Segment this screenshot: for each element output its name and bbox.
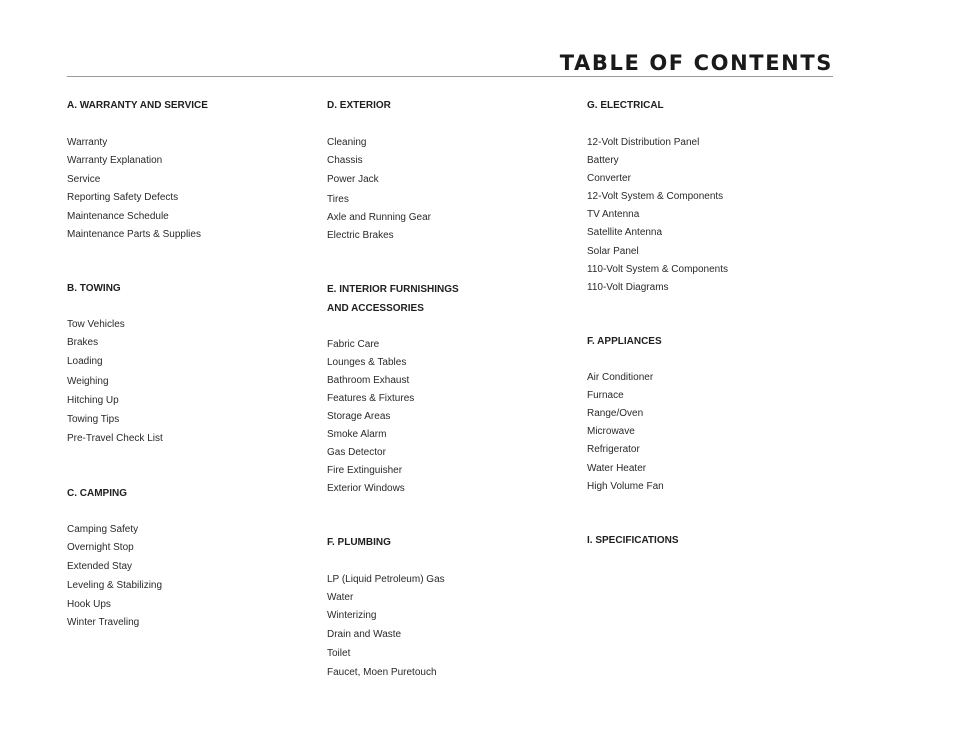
page-title: TABLE OF CONTENTS [559,51,833,75]
toc-item-chassis: Chassis [327,155,363,166]
toc-item-refrigerator: Refrigerator [587,444,640,455]
toc-item-warranty-explanation: Warranty Explanation [67,155,163,166]
toc-item-tv-antenna: TV Antenna [587,209,640,220]
toc-item-brakes: Brakes [67,337,99,348]
toc-item-microwave: Microwave [587,426,635,437]
toc-item-toilet: Toilet [327,648,351,659]
toc-item-storage-areas: Storage Areas [327,411,391,422]
toc-item-lounges-tables: Lounges & Tables [327,357,407,368]
toc-item-weighing: Weighing [67,376,109,387]
toc-item-reporting-safety-defects: Reporting Safety Defects [67,192,179,203]
toc-item-winter-traveling: Winter Traveling [67,617,140,628]
toc-item-satellite-antenna: Satellite Antenna [587,227,663,238]
toc-item-smoke-alarm: Smoke Alarm [327,429,387,440]
section-heading-continued: AND ACCESSORIES [327,303,424,314]
toc-item-gas-detector: Gas Detector [327,447,386,458]
toc-item-electric-brakes: Electric Brakes [327,230,394,241]
toc-item-extended-stay: Extended Stay [67,561,133,572]
toc-item-bathroom-exhaust: Bathroom Exhaust [327,375,410,386]
toc-item-hitching-up: Hitching Up [67,395,119,406]
toc-item-service: Service [67,174,101,185]
toc-item-exterior-windows: Exterior Windows [327,483,405,494]
section-heading: B. TOWING [67,283,121,294]
section-heading: I. SPECIFICATIONS [587,535,679,546]
toc-item-towing-tips: Towing Tips [67,414,120,425]
toc-item-axle-running-gear: Axle and Running Gear [327,212,431,223]
section-heading: F. APPLIANCES [587,336,662,347]
toc-item-maintenance-schedule: Maintenance Schedule [67,211,169,222]
toc-item-water-heater: Water Heater [587,463,647,474]
toc-item-overnight-stop: Overnight Stop [67,542,134,553]
toc-item-drain-waste: Drain and Waste [327,629,402,640]
toc-item-12v-distribution-panel: 12-Volt Distribution Panel [587,137,700,148]
toc-item-hook-ups: Hook Ups [67,599,111,610]
toc-item-air-conditioner: Air Conditioner [587,372,654,383]
toc-item-loading: Loading [67,356,103,367]
section-heading: A. WARRANTY AND SERVICE [67,100,208,111]
toc-item-cleaning: Cleaning [327,137,367,148]
toc-item-fabric-care: Fabric Care [327,339,380,350]
toc-item-camping-safety: Camping Safety [67,524,139,535]
toc-item-pre-travel-check-list: Pre-Travel Check List [67,433,163,444]
toc-item-solar-panel: Solar Panel [587,246,639,257]
section-heading: C. CAMPING [67,488,127,499]
toc-item-water: Water [327,592,354,603]
toc-item-maintenance-parts: Maintenance Parts & Supplies [67,229,201,240]
toc-item-battery: Battery [587,155,619,166]
toc-item-lp-gas: LP (Liquid Petroleum) Gas [327,574,445,585]
section-heading: D. EXTERIOR [327,100,391,111]
toc-item-fire-extinguisher: Fire Extinguisher [327,465,403,476]
section-heading: G. ELECTRICAL [587,100,664,111]
toc-item-furnace: Furnace [587,390,624,401]
toc-item-leveling-stabilizing: Leveling & Stabilizing [67,580,163,591]
toc-item-range-oven: Range/Oven [587,408,644,419]
toc-item-high-volume-fan: High Volume Fan [587,481,664,492]
toc-item-110v-system: 110-Volt System & Components [587,264,728,275]
toc-item-110v-diagrams: 110-Volt Diagrams [587,282,669,293]
title-divider [67,76,833,77]
toc-item-faucet: Faucet, Moen Puretouch [327,667,437,678]
section-heading: E. INTERIOR FURNISHINGS [327,284,459,295]
toc-item-tires: Tires [327,194,349,205]
toc-item-power-jack: Power Jack [327,174,379,185]
section-heading: F. PLUMBING [327,537,391,548]
toc-item-12v-system: 12-Volt System & Components [587,191,724,202]
toc-item-tow-vehicles: Tow Vehicles [67,319,125,330]
toc-item-features-fixtures: Features & Fixtures [327,393,415,404]
toc-item-converter: Converter [587,173,631,184]
toc-item-winterizing: Winterizing [327,610,377,621]
toc-item-warranty: Warranty [67,137,108,148]
